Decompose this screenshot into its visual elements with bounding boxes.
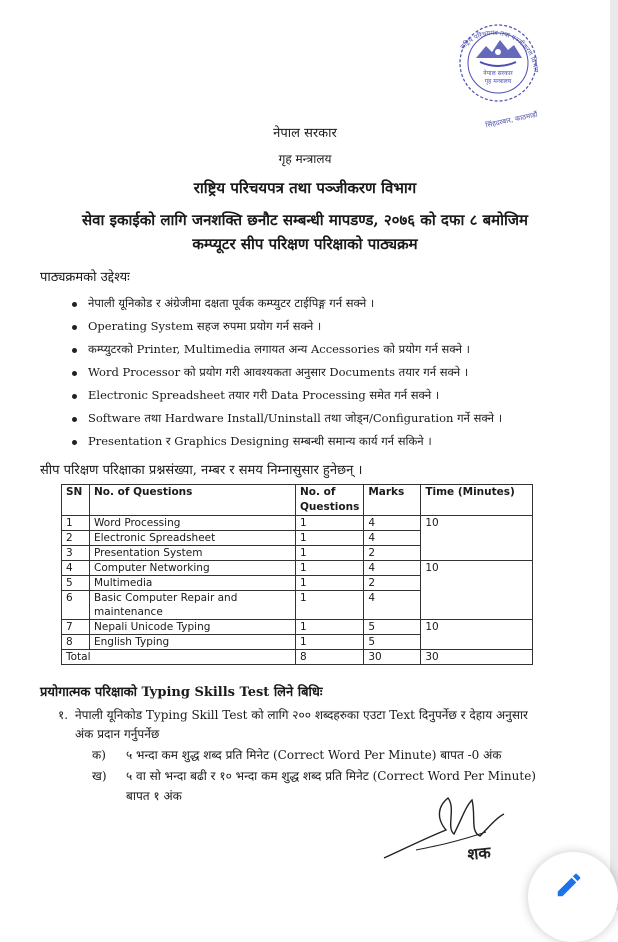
cell-time: 10 — [421, 516, 533, 561]
table-row — [62, 561, 533, 576]
objective-text: Operating System सहज रुपमा प्रयोग गर्न सक्ने । — [88, 319, 322, 333]
objective-item — [62, 361, 502, 384]
paragraph-line-1: नेपाली यूनिकोड Typing Skill Test को लागि २०० शब्दहरुका एउटा Text दिनुपर्नेछ र देहाय अनुसार — [75, 708, 528, 722]
cell-noq: 1 — [296, 635, 364, 650]
stamp-bottom-text: सिंहदरबार, काठमाडौं — [484, 110, 539, 130]
objective-item — [62, 315, 502, 338]
stamp-text-1: नेपाल सरकार — [483, 70, 513, 77]
cell-marks: 4 — [364, 516, 421, 531]
header-government: नेपाल सरकार — [273, 126, 337, 141]
objective-item — [62, 407, 502, 430]
item-a-text: ५ भन्दा कम शुद्ध शब्द प्रति मिनेट (Correct Word Per Minute) बापत -0 अंक — [126, 748, 502, 762]
stamp-arc-text: राष्ट्रिय परिचयपत्र तथा पञ्जीकरण विभाग — [458, 28, 541, 73]
cell-marks: 2 — [364, 546, 421, 561]
cell-name: Word Processing — [90, 516, 296, 531]
header-marks: Marks — [364, 485, 421, 516]
item-b-label: ख) — [92, 769, 107, 783]
cell-noq: 1 — [296, 546, 364, 561]
cell-sn: 7 — [62, 620, 90, 635]
cell-marks: 2 — [364, 576, 421, 591]
cell-marks: 4 — [364, 591, 421, 620]
total-time: 30 — [421, 650, 533, 665]
bullet-icon — [72, 394, 77, 399]
item-a-label: क) — [92, 748, 106, 762]
cell-sn: 3 — [62, 546, 90, 561]
cell-noq: 1 — [296, 516, 364, 531]
signature-text: शक — [466, 842, 492, 864]
cell-noq: 1 — [296, 620, 364, 635]
cell-time: 10 — [421, 561, 533, 620]
objective-text: Software तथा Hardware Install/Uninstall तथा जोड्न/Configuration गर्ने सक्ने । — [88, 411, 503, 425]
objectives-list — [62, 292, 502, 453]
objective-item — [62, 384, 502, 407]
cell-time: 10 — [421, 620, 533, 650]
cell-marks: 5 — [364, 635, 421, 650]
cell-name: Presentation System — [90, 546, 296, 561]
page-right-edge — [610, 0, 618, 910]
total-label: Total — [62, 650, 296, 665]
item-b-text-2: बापत १ अंक — [126, 789, 182, 803]
paragraph-line-2: अंक प्रदान गर्नुपर्नेछ — [75, 727, 160, 741]
official-stamp — [438, 18, 558, 133]
cell-name: Multimedia — [90, 576, 296, 591]
header-sn: SN — [62, 485, 90, 516]
cell-sn: 2 — [62, 531, 90, 546]
objective-item — [62, 338, 502, 361]
questions-table — [61, 484, 533, 665]
cell-sn: 6 — [62, 591, 90, 620]
cell-marks: 4 — [364, 561, 421, 576]
bullet-icon — [72, 371, 77, 376]
header-time: Time (Minutes) — [421, 485, 533, 516]
cell-sn: 5 — [62, 576, 90, 591]
cell-marks: 4 — [364, 531, 421, 546]
document-title-line2: कम्प्यूटर सीप परिक्षण परिक्षाको पाठ्यक्रम — [192, 235, 418, 253]
header-noq — [296, 485, 364, 516]
total-marks: 30 — [364, 650, 421, 665]
table-row — [62, 516, 533, 531]
header-noq-line2: Questions — [300, 501, 360, 513]
objective-text: कम्प्युटरको Printer, Multimedia लगायत अन्य Accessories को प्रयोग गर्न सक्ने । — [88, 342, 470, 356]
bullet-icon — [72, 302, 77, 307]
header-ministry: गृह मन्त्रालय — [278, 152, 332, 166]
objective-item — [62, 430, 502, 453]
cell-noq: 1 — [296, 591, 364, 620]
cell-marks: 5 — [364, 620, 421, 635]
emblem-icon — [476, 40, 522, 66]
objective-text: Word Processor को प्रयोग गरी आवश्यकता अनुसार Documents तयार गर्न सक्ने । — [88, 365, 469, 379]
objective-item — [62, 292, 502, 315]
table-total-row — [62, 650, 533, 665]
table-title: सीप परिक्षण परिक्षाका प्रश्नसंख्या, नम्बर र समय निम्नासुसार हुनेछन् । — [40, 463, 363, 478]
cell-sn: 8 — [62, 635, 90, 650]
cell-noq: 1 — [296, 531, 364, 546]
document-title-line1: सेवा इकाईको लागि जनशक्ति छनौट सम्बन्धी मापडण्ड, २०७६ को दफा ८ बमोजिम — [82, 211, 528, 229]
bullet-icon — [72, 440, 77, 445]
objectives-title: पाठ्यक्रमको उद्देश्यः — [40, 270, 130, 285]
item-b-text-1: ५ वा सो भन्दा बढी र १० भन्दा कम शुद्ध शब्द प्रति मिनेट (Correct Word Per Minute) — [126, 769, 536, 783]
cell-noq: 1 — [296, 576, 364, 591]
pencil-icon — [554, 870, 584, 900]
typing-test-title: प्रयोगात्मक परिक्षाको Typing Skills Test लिने बिधिः — [40, 685, 323, 700]
table-header-row — [62, 485, 533, 516]
edit-fab-button[interactable] — [528, 852, 618, 942]
cell-name: Basic Computer Repair and maintenance — [90, 591, 296, 620]
objective-text: Electronic Spreadsheet तयार गरी Data Processing समेत गर्न सक्ने । — [88, 388, 440, 402]
cell-name: English Typing — [90, 635, 296, 650]
cell-sn: 4 — [62, 561, 90, 576]
cell-noq: 1 — [296, 561, 364, 576]
header-noq-line1: No. of — [300, 486, 336, 498]
header-department: राष्ट्रिय परिचयपत्र तथा पञ्जीकरण विभाग — [193, 179, 417, 197]
cell-name: Nepali Unicode Typing — [90, 620, 296, 635]
signature — [376, 788, 516, 868]
bullet-icon — [72, 417, 77, 422]
paragraph-number: १. — [58, 708, 69, 722]
cell-sn: 1 — [62, 516, 90, 531]
objective-text: Presentation र Graphics Designing सम्बन्धी समान्य कार्य गर्न सकिने । — [88, 434, 432, 448]
cell-name: Computer Networking — [90, 561, 296, 576]
bullet-icon — [72, 348, 77, 353]
objective-text: नेपाली यूनिकोड र अंग्रेजीमा दक्षता पूर्वक कम्प्युटर टाईपिङ्ग गर्न सक्ने । — [88, 296, 375, 310]
header-questions: No. of Questions — [90, 485, 296, 516]
table-row — [62, 620, 533, 635]
cell-name: Electronic Spreadsheet — [90, 531, 296, 546]
stamp-text-2: गृह मन्त्रालय — [484, 78, 512, 85]
total-noq: 8 — [296, 650, 364, 665]
bullet-icon — [72, 325, 77, 330]
